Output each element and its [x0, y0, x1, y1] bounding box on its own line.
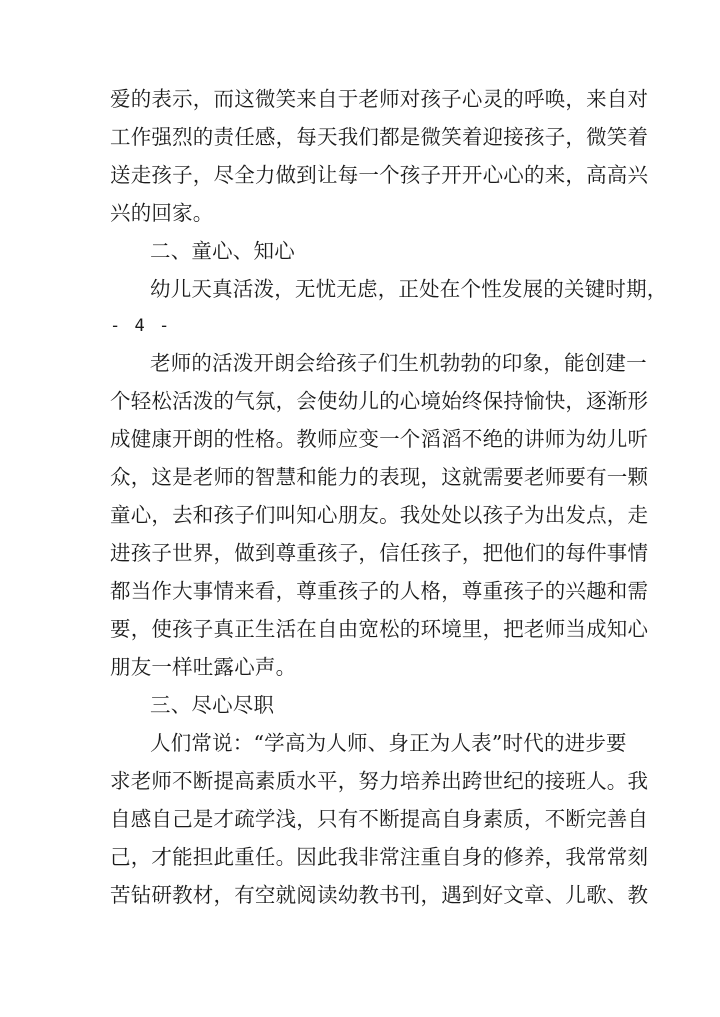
paragraph-line: 苦钻研教材，有空就阅读幼教书刊，遇到好文章、儿歌、教 [110, 883, 649, 907]
paragraph-line: 都当作大事情来看，尊重孩子的人格，尊重孩子的兴趣和需 [110, 579, 649, 603]
paragraph-line: 老师的活泼开朗会给孩子们生机勃勃的印象，能创建一 [150, 351, 647, 375]
paragraph-line: 工作强烈的责任感，每天我们都是微笑着迎接孩子，微笑着 [110, 125, 649, 149]
section-heading-3: 三、尽心尽职 [150, 693, 275, 717]
paragraph-line: 要，使孩子真正生活在自由宽松的环境里，把老师当成知心 [110, 617, 649, 641]
paragraph-line: 自感自己是才疏学浅，只有不断提高自身素质，不断完善自 [110, 807, 649, 831]
paragraph-line: 幼儿天真活泼，无忧无虑，正处在个性发展的关键时期， [150, 277, 668, 301]
paragraph-line: 众，这是老师的智慧和能力的表现，这就需要老师要有一颗 [110, 465, 649, 489]
paragraph-line: 童心，去和孩子们叫知心朋友。我处处以孩子为出发点，走 [110, 503, 649, 527]
section-heading-2: 二、童心、知心 [150, 239, 295, 263]
paragraph-line: 己，才能担此重任。因此我非常注重自身的修养，我常常刻 [110, 845, 649, 869]
paragraph-line: 朋友一样吐露心声。 [110, 655, 297, 679]
paragraph-line: 爱的表示，而这微笑来自于老师对孩子心灵的呼唤，来自对 [110, 87, 649, 111]
paragraph-line: 兴的回家。 [110, 201, 214, 225]
paragraph-line: 成健康开朗的性格。教师应变一个滔滔不绝的讲师为幼儿听 [110, 427, 649, 451]
paragraph-line: 进孩子世界，做到尊重孩子，信任孩子，把他们的每件事情 [110, 541, 649, 565]
page-number: - 4 - [110, 316, 172, 336]
paragraph-line: 人们常说：“学高为人师、身正为人表”时代的进步要 [150, 731, 627, 755]
document-page [110, 80, 668, 914]
paragraph-line: 送走孩子，尽全力做到让每一个孩子开开心心的来，高高兴 [110, 163, 649, 187]
paragraph-line: 个轻松活泼的气氛，会使幼儿的心境始终保持愉快，逐渐形 [110, 389, 649, 413]
paragraph-line: 求老师不断提高素质水平，努力培养出跨世纪的接班人。我 [110, 769, 649, 793]
